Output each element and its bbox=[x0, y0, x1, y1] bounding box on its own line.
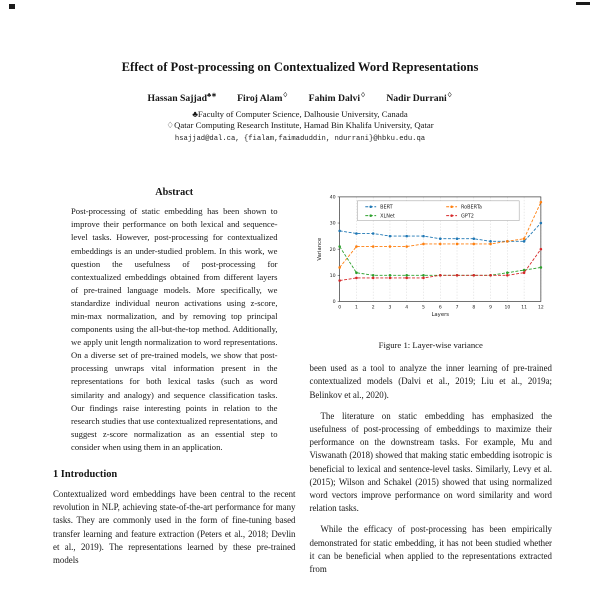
author-affiliation-mark: ♢ bbox=[282, 91, 289, 99]
abstract-heading: Abstract bbox=[155, 187, 194, 199]
svg-text:3: 3 bbox=[388, 305, 392, 311]
paper-title: Effect of Post-processing on Contextualized Word Representations bbox=[121, 60, 479, 74]
layer-variance-chart bbox=[314, 189, 547, 337]
svg-text:7: 7 bbox=[455, 305, 459, 311]
scan-mark-top-right bbox=[576, 2, 590, 5]
abstract-text: Post-processing of static embedding has been shown to improve their performance on both lexical and sequence-level tasks. However, post-processing for contextualized embeddings is an under-studied problem. In this work, we question the usefulness of post-processing for contextualized embeddings obtained from different layers of pre-trained language models. More specifically, we standardize individual neuron activations using z-score, min-max normalization, and by removing top principal components using the all-but-the-top method. Additionally, we apply unit length normalization to word representations. On a diverse set of pre-trained models, we show that post-processing unwraps vital information present in the representations for both lexical tasks (such as word similarity and analogy) and sequence classification tasks. Our findings raise interesting points in relation to the research studies that use contextualized representations, and suggest z-score normalization as an essential step to consider when using them in an application. bbox=[71, 206, 278, 452]
svg-text:8: 8 bbox=[472, 305, 476, 311]
email-line: hsajjad@dal.ca, {fialam,faimaduddin, ndurrani}@hbku.edu.qa bbox=[174, 135, 426, 144]
svg-text:30: 30 bbox=[330, 221, 337, 227]
body-paragraph: While the efficacy of post-processing has been empirically demonstrated for static embedding, it has not been studied whether it can be beneficial when applied to the representations extracted from bbox=[309, 524, 552, 575]
svg-text:BERT: BERT bbox=[380, 204, 394, 211]
author-2 bbox=[237, 93, 288, 104]
author-line bbox=[0, 91, 600, 104]
svg-text:11: 11 bbox=[521, 305, 528, 311]
author-affiliation-mark: ♢ bbox=[446, 91, 453, 99]
affiliation-1: ♣Faculty of Computer Science, Dalhousie University, Canada bbox=[192, 108, 408, 119]
svg-text:10: 10 bbox=[330, 274, 337, 280]
svg-text:6: 6 bbox=[439, 305, 443, 311]
author-affiliation-mark: ♢ bbox=[360, 91, 366, 99]
svg-text:10: 10 bbox=[504, 305, 511, 311]
author-name: Nadir Durrani bbox=[386, 92, 447, 104]
svg-text:5: 5 bbox=[422, 305, 426, 311]
figure-1 bbox=[310, 189, 553, 350]
svg-text:1: 1 bbox=[355, 305, 359, 311]
svg-text:2: 2 bbox=[372, 305, 375, 311]
affiliation-2: ♢Qatar Computing Research Institute, Hamad Bin Khalifa University, Qatar bbox=[166, 120, 434, 131]
body-paragraph: The literature on static embedding has emphasized the usefulness of post-processing of embeddings to maximize their performance on the downstream tasks. For example, Mu and Viswanath (2018) showed that making static embedding isotropic is beneficial to lexical and sentence-level tasks. Similarly, Levy et al. (2015); Wilson and Schakel (2015) showed that using normalized word vectors improve performance on word similarity and word relation tasks. bbox=[309, 410, 552, 514]
svg-text:40: 40 bbox=[330, 195, 337, 201]
author-1 bbox=[147, 93, 216, 104]
author-4 bbox=[386, 93, 452, 104]
author-name: Hassan Sajjad bbox=[147, 92, 207, 104]
figure-caption: Figure 1: Layer-wise variance bbox=[378, 340, 483, 351]
intro-paragraph: Contextualized word embeddings have been central to the recent revolution in NLP, achieving state-of-the-art performance for many tasks. They are commonly used in the form of fine-tuning based transfer learning and feature extraction (Peters et al., 2018; Devlin et al., 2019). The representations learned by these pre-trained models bbox=[53, 489, 296, 566]
two-column-body bbox=[53, 187, 552, 584]
svg-text:4: 4 bbox=[405, 305, 409, 311]
scan-mark-top-left bbox=[9, 4, 15, 9]
author-name: Fahim Dalvi bbox=[308, 92, 361, 104]
svg-text:RoBERTa: RoBERTa bbox=[461, 204, 483, 211]
svg-text:Layers: Layers bbox=[431, 312, 450, 319]
section-1-heading: 1 Introduction bbox=[53, 469, 118, 480]
svg-text:12: 12 bbox=[538, 305, 545, 311]
author-name: Firoj Alam bbox=[237, 92, 283, 104]
svg-text:Variance: Variance bbox=[317, 237, 324, 261]
svg-text:0: 0 bbox=[338, 305, 342, 311]
body-paragraph: been used as a tool to analyze the inner learning of pre-trained contextualized models (Dalvi et al., 2019; Liu et al., 2019a; Belinkov et al., 2020). bbox=[309, 363, 552, 400]
svg-text:XLNet: XLNet bbox=[380, 213, 396, 220]
right-column bbox=[310, 187, 553, 584]
svg-text:GPT2: GPT2 bbox=[461, 213, 475, 220]
svg-text:0: 0 bbox=[333, 300, 337, 306]
svg-text:20: 20 bbox=[330, 248, 337, 254]
author-affiliation-mark: ♣∗ bbox=[206, 91, 217, 99]
author-3 bbox=[309, 93, 366, 104]
svg-text:9: 9 bbox=[489, 305, 493, 311]
left-column bbox=[53, 187, 296, 584]
